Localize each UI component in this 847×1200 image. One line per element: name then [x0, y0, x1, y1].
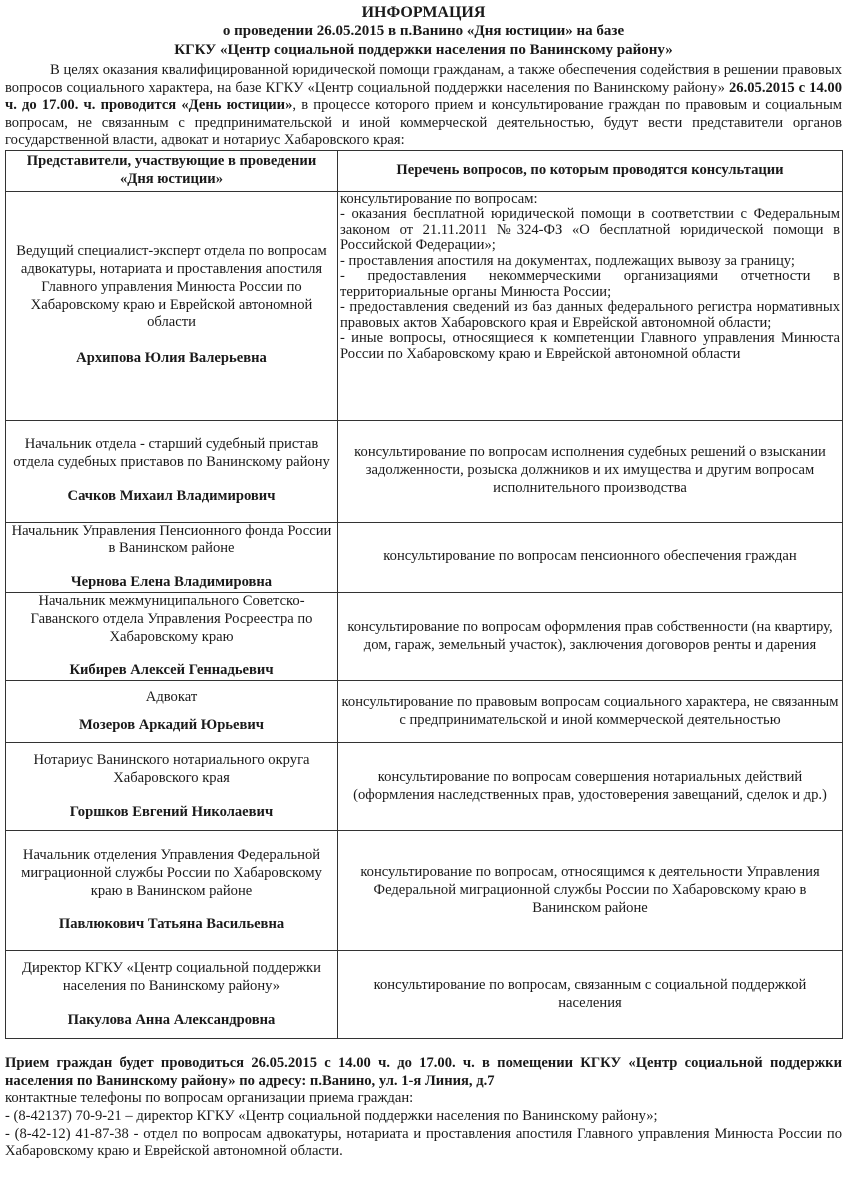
questions-cell: консультирование по вопросам исполнения судебных решений о взыскании задолженности, розыска должников и их имущества и другим вопросам исполнительного производства	[338, 420, 843, 522]
representative-name: Мозеров Аркадий Юрьевич	[78, 716, 265, 733]
question-item: - проставления апостиля на документах, подлежащих вывозу за границу;	[340, 252, 795, 269]
intro-paragraph	[5, 62, 842, 150]
representative-cell	[6, 592, 338, 680]
document-subtitle-line2: КГКУ «Центр социальной поддержки населения по Ванинскому району»	[174, 42, 673, 58]
questions-cell: консультирование по вопросам совершения нотариальных действий (оформления наследственных прав, удостоверения завещаний, сделок и др.)	[338, 743, 843, 831]
header-representatives: Представители, участвующие в проведении «Дня юстиции»	[6, 150, 338, 191]
representative-name: Архипова Юлия Валерьевна	[76, 350, 267, 367]
table-row	[6, 831, 843, 951]
table-row	[6, 743, 843, 831]
table-row	[6, 681, 843, 743]
representative-role: Адвокат	[145, 688, 198, 705]
representative-role: Ведущий специалист-эксперт отдела по вопросам адвокатуры, нотариата и проставления апостиля Главного управления Минюста России по Хабаровскому краю и Еврейской автономной области	[16, 243, 327, 331]
intro-text-bold: 26.05.2015 с 14.00 ч. до 17.00. ч. проводится «День юстиции»	[5, 79, 842, 114]
reception-details: Прием граждан будет проводиться 26.05.2015 с 14.00 ч. до 17.00. ч. в помещении КГКУ «Центр социальной поддержки населения по Ванинскому району» по адресу: п.Ванино, ул. 1-я Линия, д.7	[5, 1055, 842, 1089]
table-header-row	[6, 150, 843, 191]
representative-name: Кибирев Алексей Геннадьевич	[69, 662, 274, 679]
questions-cell: консультирование по правовым вопросам социального характера, не связанным с предпринимательской и иной коммерческой деятельностью	[338, 681, 843, 743]
questions-cell: консультирование по вопросам, относящимся к деятельности Управления Федеральной миграционной службы России по Хабаровскому краю в Ванинском районе	[338, 831, 843, 951]
questions-cell: консультирование по вопросам, связанным с социальной поддержкой населения	[338, 951, 843, 1039]
representative-name: Горшков Евгений Николаевич	[69, 803, 274, 820]
table-row	[6, 420, 843, 522]
question-item: - иные вопросы, относящиеся к компетенции Главного управления Минюста России по Хабаровскому краю и Еврейской автономной области	[340, 330, 840, 362]
document-title: ИНФОРМАЦИЯ	[361, 4, 486, 21]
representatives-table	[5, 150, 843, 1039]
header-questions: Перечень вопросов, по которым проводятся консультации	[338, 150, 843, 191]
representative-cell	[6, 681, 338, 743]
document-page	[5, 3, 842, 1161]
representative-role: Директор КГКУ «Центр социальной поддержки населения по Ванинскому району»	[22, 959, 321, 994]
representative-role: Начальник отдела - старший судебный пристав отдела судебных приставов по Ванинскому району	[13, 436, 330, 471]
question-item: - оказания бесплатной юридической помощи в соответствии с Федеральным законом от 21.11.2011 №324-ФЗ «О бесплатной юридической помощи в Российской Федерации»;	[340, 206, 840, 254]
representative-role: Начальник межмуниципального Советско-Гаванского отдела Управления Росреестра по Хабаровскому краю	[30, 592, 313, 645]
representative-cell	[6, 831, 338, 951]
document-subtitle-line1: о проведении 26.05.2015 в п.Ванино «Дня юстиции» на базе	[222, 23, 625, 39]
representative-cell	[6, 420, 338, 522]
table-row	[6, 522, 843, 592]
representative-name: Чернова Елена Владимировна	[70, 574, 273, 591]
representative-name: Павлюкович Татьяна Васильевна	[58, 916, 285, 933]
intro-text-part1: В целях оказания квалифицированной юридической помощи гражданам, а также обеспечения содействия в решении правовых вопросов социального характера, на базе КГКУ «Центр социальной поддержки населения по Ванинскому району»	[5, 62, 842, 96]
reception-info	[5, 1055, 842, 1161]
representative-name: Пакулова Анна Александровна	[67, 1011, 276, 1028]
table-row	[6, 951, 843, 1039]
representative-name: Сачков Михаил Владимирович	[67, 487, 276, 504]
question-item: консультирование по вопросам:	[340, 190, 538, 207]
representative-role: Начальник Управления Пенсионного фонда России в Ванинском районе	[11, 522, 332, 557]
contact-phone-2: - (8-42-12) 41-87-38 - отдел по вопросам адвокатуры, нотариата и проставления апостиля Главного управления Минюста России по Хабаровскому краю и Еврейской автономной области.	[5, 1125, 842, 1160]
questions-cell	[338, 191, 843, 420]
intro-text-part2: , в процессе которого прием и консультирование граждан по правовым и социальным вопросам, не связанным с предпринимательской и иной коммерческой деятельностью, будут вести представители органов государственной власти, адвокат и нотариус Хабаровского края:	[5, 97, 842, 149]
representative-cell	[6, 191, 338, 420]
question-item: - предоставления сведений из баз данных федерального регистра нормативных правовых актов Хабаровского края и Еврейской автономной области;	[340, 299, 840, 331]
contact-phone-1: - (8-42137) 70-9-21 – директор КГКУ «Центр социальной поддержки населения по Ванинскому району»;	[5, 1107, 658, 1124]
representative-role: Начальник отделения Управления Федеральной миграционной службы России по Хабаровскому краю в Ванинском районе	[21, 847, 322, 899]
representative-cell	[6, 522, 338, 592]
question-item: - предоставления некоммерческими организациями отчетности в территориальные органы Минюста России;	[340, 268, 840, 300]
table-row	[6, 592, 843, 680]
table-row	[6, 191, 843, 420]
representative-cell	[6, 951, 338, 1039]
questions-cell: консультирование по вопросам оформления прав собственности (на квартиру, дом, гараж, земельный участок), заключения договоров ренты и дарения	[338, 592, 843, 680]
contacts-label: контактные телефоны по вопросам организации приема граждан:	[5, 1090, 414, 1107]
questions-cell: консультирование по вопросам пенсионного обеспечения граждан	[338, 522, 843, 592]
representative-role: Нотариус Ванинского нотариального округа Хабаровского края	[33, 751, 310, 786]
representative-cell	[6, 743, 338, 831]
